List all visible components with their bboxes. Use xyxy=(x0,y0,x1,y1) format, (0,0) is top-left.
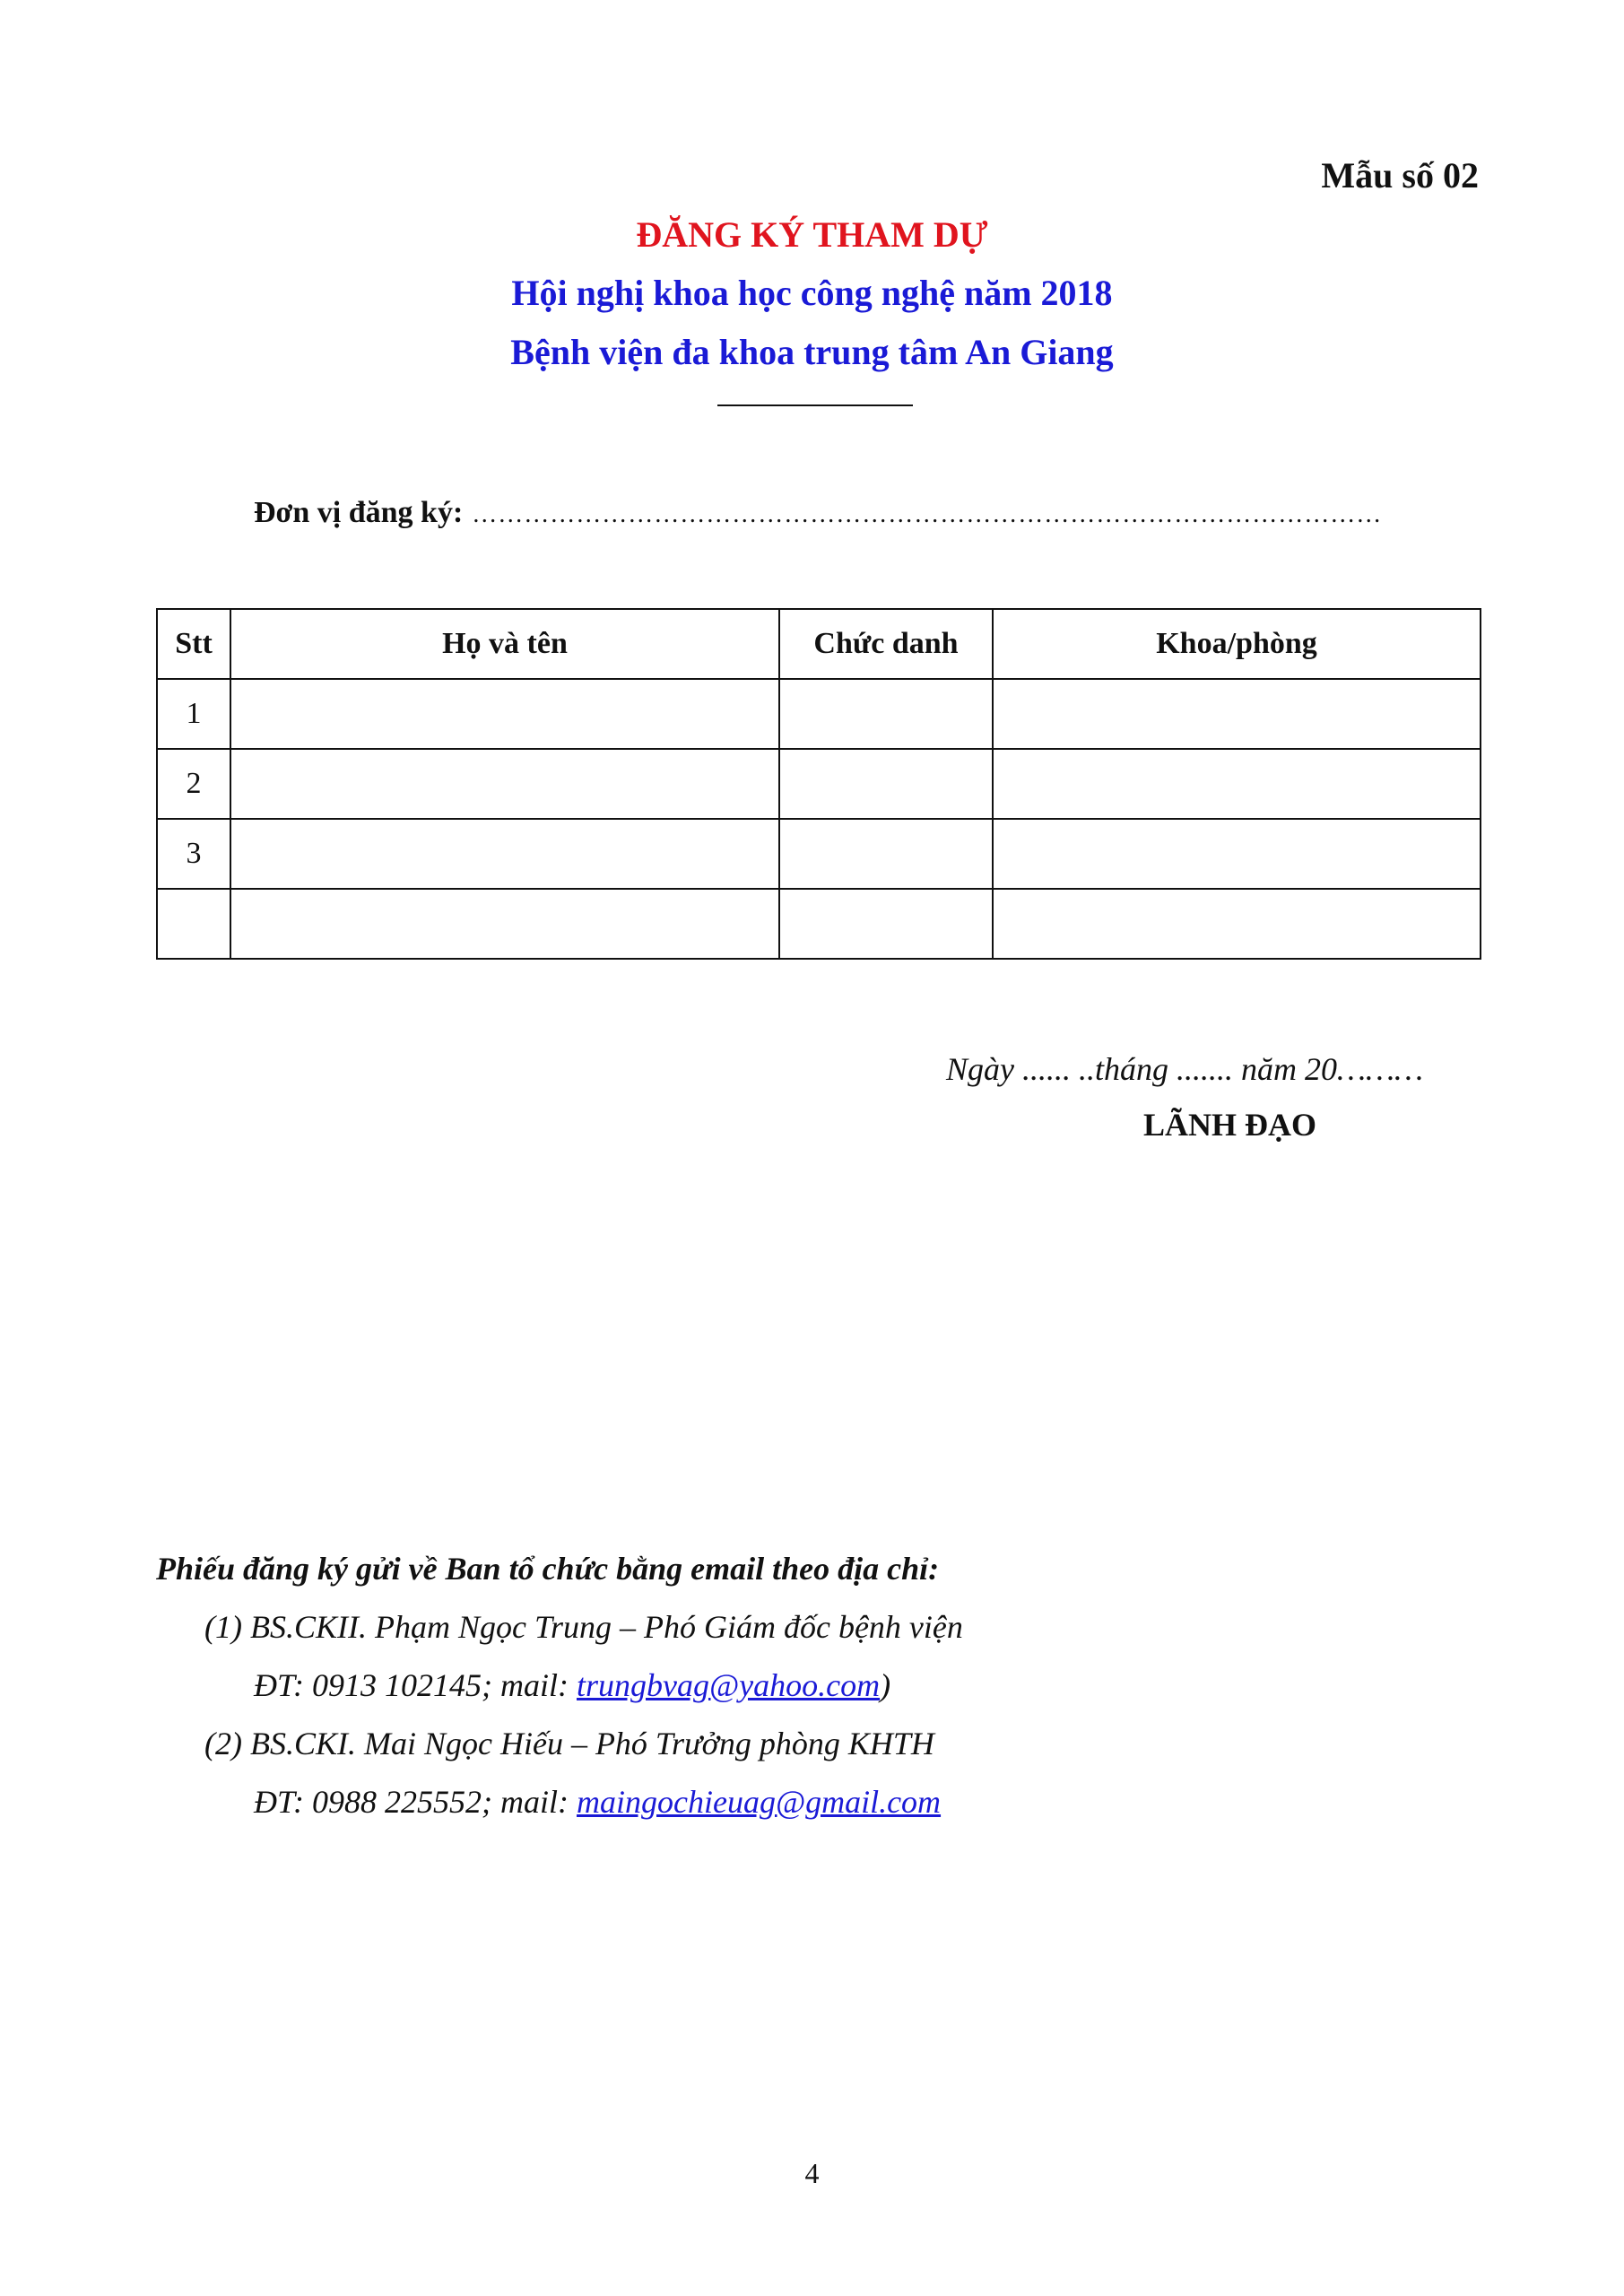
cell-department xyxy=(993,679,1481,749)
contact-1-name: (1) BS.CKII. Phạm Ngọc Trung – Phó Giám đốc bệnh viện xyxy=(204,1609,963,1645)
contact-1-phone: ĐT: 0913 102145; mail: xyxy=(254,1667,577,1703)
page-number: 4 xyxy=(804,2157,820,2189)
cell-department xyxy=(993,749,1481,819)
cell-stt xyxy=(157,889,230,959)
col-header-title: Chức danh xyxy=(779,609,993,679)
table-row xyxy=(157,889,1481,959)
cell-name xyxy=(230,679,779,749)
cell-department xyxy=(993,819,1481,889)
submission-note-heading: Phiếu đăng ký gửi về Ban tổ chức bằng email theo địa chỉ: xyxy=(156,1551,940,1587)
cell-name xyxy=(230,749,779,819)
registering-unit-blank: …………………………………………………………………………………………… xyxy=(472,500,1383,528)
title-divider xyxy=(717,404,913,406)
table-row xyxy=(157,749,1481,819)
cell-title xyxy=(779,819,993,889)
signature-date-line: Ngày ...... ..tháng ....... năm 20……… xyxy=(946,1051,1424,1087)
col-header-stt: Stt xyxy=(157,609,230,679)
signature-role: LÃNH ĐẠO xyxy=(1143,1107,1317,1143)
cell-name xyxy=(230,819,779,889)
table-row xyxy=(157,679,1481,749)
contact-1-details xyxy=(254,1666,890,1704)
registering-unit-label: Đơn vị đăng ký: xyxy=(254,496,464,529)
hospital-name: Bệnh viện đa khoa trung tâm An Giang xyxy=(510,332,1114,372)
conference-name: Hội nghị khoa học công nghệ năm 2018 xyxy=(511,273,1113,313)
cell-stt: 1 xyxy=(157,679,230,749)
cell-title xyxy=(779,749,993,819)
contact-1-email-link[interactable]: trungbvag@yahoo.com xyxy=(577,1667,881,1703)
col-header-name: Họ và tên xyxy=(230,609,779,679)
table-row xyxy=(157,819,1481,889)
form-title: ĐĂNG KÝ THAM DỰ xyxy=(636,214,988,255)
contact-2-details xyxy=(254,1783,941,1821)
cell-title xyxy=(779,679,993,749)
registration-table xyxy=(156,608,1481,960)
cell-name xyxy=(230,889,779,959)
form-number: Mẫu số 02 xyxy=(1321,155,1479,196)
table-header-row xyxy=(157,609,1481,679)
contact-2-email-link[interactable]: maingochieuag@gmail.com xyxy=(577,1784,942,1820)
cell-title xyxy=(779,889,993,959)
col-header-department: Khoa/phòng xyxy=(993,609,1481,679)
contact-2-phone: ĐT: 0988 225552; mail: xyxy=(254,1784,577,1820)
contact-2-name: (2) BS.CKI. Mai Ngọc Hiếu – Phó Trưởng phòng KHTH xyxy=(204,1726,934,1761)
cell-stt: 2 xyxy=(157,749,230,819)
cell-department xyxy=(993,889,1481,959)
registering-unit-field xyxy=(254,496,1382,530)
cell-stt: 3 xyxy=(157,819,230,889)
contact-1-close-paren: ) xyxy=(880,1667,891,1703)
